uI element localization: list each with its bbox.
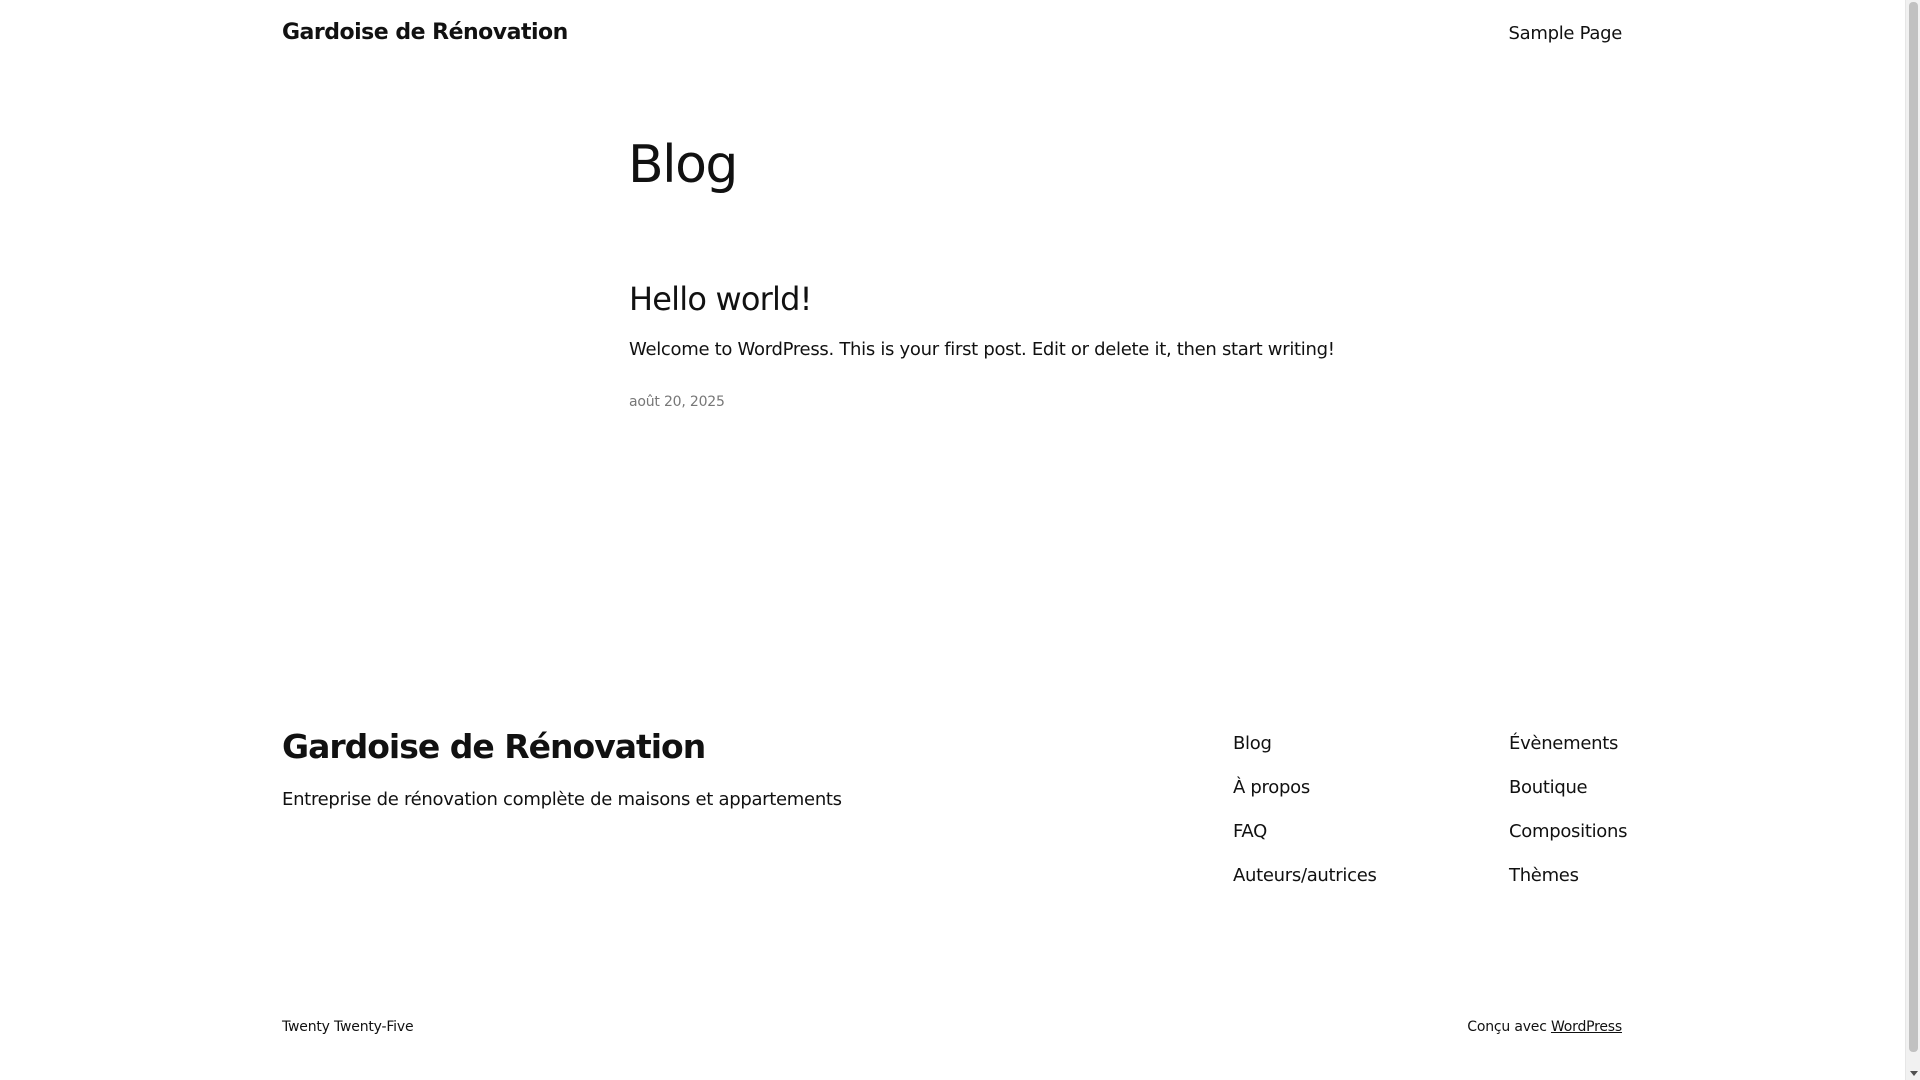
page-title: Blog [628, 135, 737, 195]
designed-with-credit [1467, 1019, 1622, 1035]
post-excerpt: Welcome to WordPress. This is your first post. Edit or delete it, then start writing! [629, 339, 1335, 360]
footer-link-blog[interactable]: Blog [1233, 733, 1272, 754]
designed-with-label: Conçu avec [1467, 1019, 1547, 1035]
site-title-link[interactable]: Gardoise de Rénovation [282, 20, 568, 45]
wordpress-link[interactable]: WordPress [1550, 1019, 1622, 1035]
footer-link-a-propos[interactable]: À propos [1233, 777, 1310, 798]
scrollbar-thumb[interactable] [1909, 2, 1918, 1052]
footer-tagline: Entreprise de rénovation complète de maisons et appartements [282, 789, 842, 810]
footer-link-boutique[interactable]: Boutique [1509, 777, 1588, 798]
nav-item-sample-page[interactable]: Sample Page [1508, 23, 1622, 44]
footer-link-auteurs[interactable]: Auteurs/autrices [1233, 865, 1377, 886]
footer-link-faq[interactable]: FAQ [1233, 821, 1267, 842]
footer-nav-column-2 [1509, 732, 1627, 887]
vertical-scrollbar[interactable] [1905, 0, 1920, 1080]
footer-nav-column-1 [1233, 732, 1377, 887]
theme-credit: Twenty Twenty-Five [282, 1019, 414, 1035]
footer-site-title[interactable]: Gardoise de Rénovation [282, 727, 706, 766]
footer-link-evenements[interactable]: Évènements [1509, 733, 1619, 754]
footer-link-compositions[interactable]: Compositions [1509, 821, 1628, 842]
post-date[interactable]: août 20, 2025 [629, 394, 725, 410]
post-title-link[interactable]: Hello world! [629, 280, 812, 318]
scroll-down-arrow-icon[interactable] [1910, 1071, 1918, 1076]
header-nav [1509, 23, 1623, 44]
footer-link-themes[interactable]: Thèmes [1509, 865, 1579, 886]
